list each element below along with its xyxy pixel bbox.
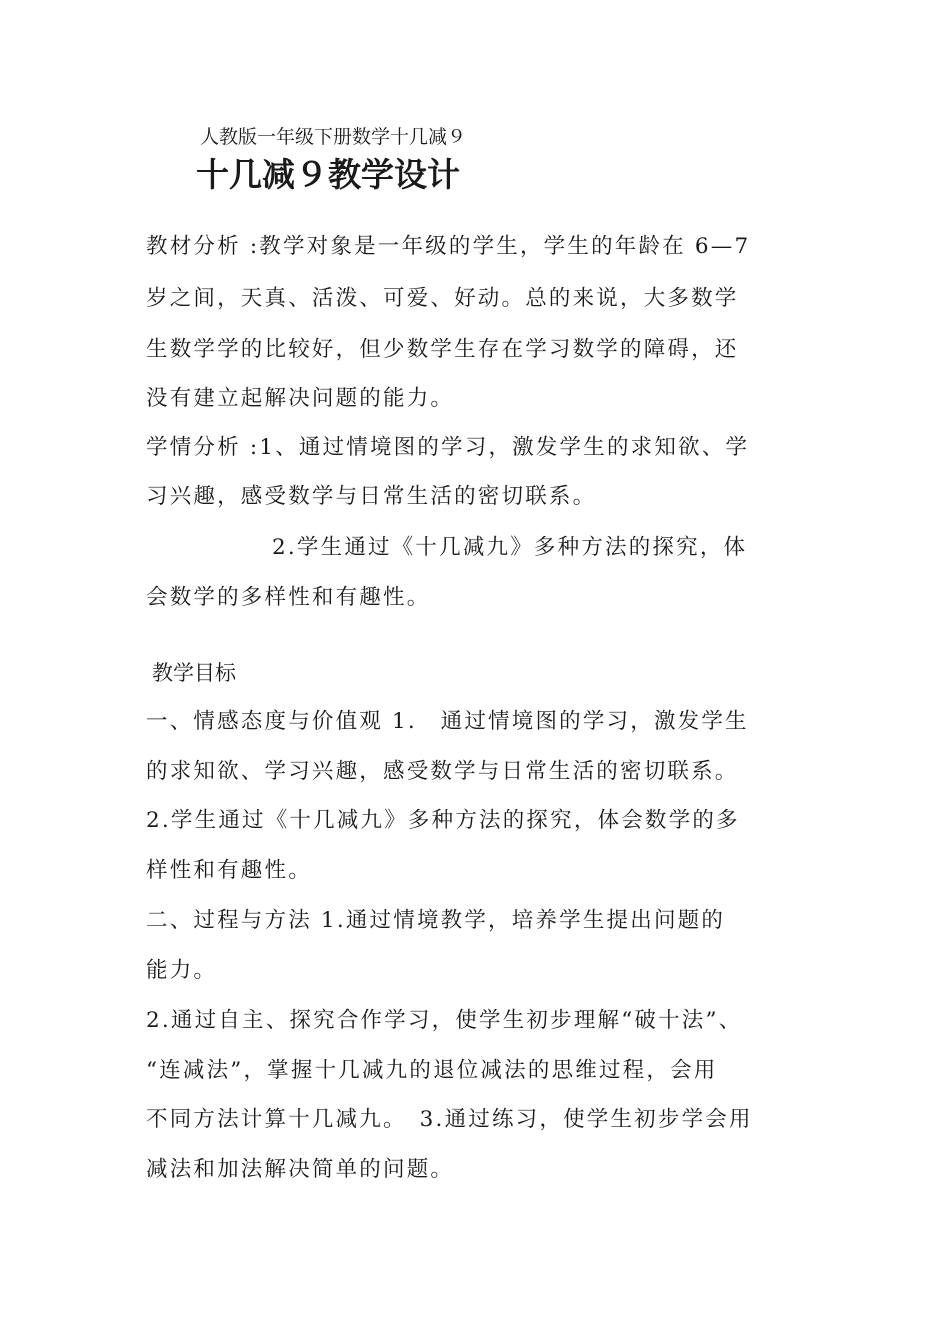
paragraph-line: 教材分析 :教学对象是一年级的学生，学生的年龄在 6—7 [146,234,751,259]
paragraph-line: 一、情感态度与价值观 1. 通过情境图的学习，激发学生 [146,709,749,734]
paragraph-line: 2.学生通过《十几减九》多种方法的探究，体 [272,535,748,560]
paragraph-line: 岁之间，天真、活泼、可爱、好动。总的来说，大多数学 [146,286,739,311]
document-title: 十几减９教学设计 [196,155,460,194]
paragraph-line: 二、过程与方法 1.通过情境教学，培养学生提出问题的 [146,908,726,933]
paragraph-line: 2.通过自主、探究合作学习，使学生初步理解“破十法”、 [146,1008,743,1033]
paragraph-line: 2.学生通过《十几减九》多种方法的探究，体会数学的多 [146,808,740,833]
paragraph-line: 习兴趣，感受数学与日常生活的密切联系。 [146,484,597,509]
paragraph-line: 的求知欲、学习兴趣，感受数学与日常生活的密切联系。 [146,759,739,784]
paragraph-line: 减法和加法解决简单的问题。 [146,1157,455,1182]
paragraph-line: 不同方法计算十几减九。 3.通过练习，使学生初步学会用 [146,1107,753,1132]
paragraph-line: 能力。 [146,958,218,983]
paragraph-line: 学情分析 :1、通过情境图的学习，激发学生的求知欲、学 [146,435,750,460]
paragraph-line: 样性和有趣性。 [146,858,312,883]
paragraph-line: 没有建立起解决问题的能力。 [146,386,455,411]
paragraph-line: 生数学学的比较好，但少数学生存在学习数学的障碍，还 [146,337,739,362]
paragraph-line: 会数学的多样性和有趣性。 [146,585,431,610]
paragraph-line: “连减法”，掌握十几减九的退位减法的思维过程，会用 [146,1058,718,1083]
document-subtitle: 人教版一年级下册数学十几减９ [200,126,467,148]
section-heading: 教学目标 [152,661,236,685]
